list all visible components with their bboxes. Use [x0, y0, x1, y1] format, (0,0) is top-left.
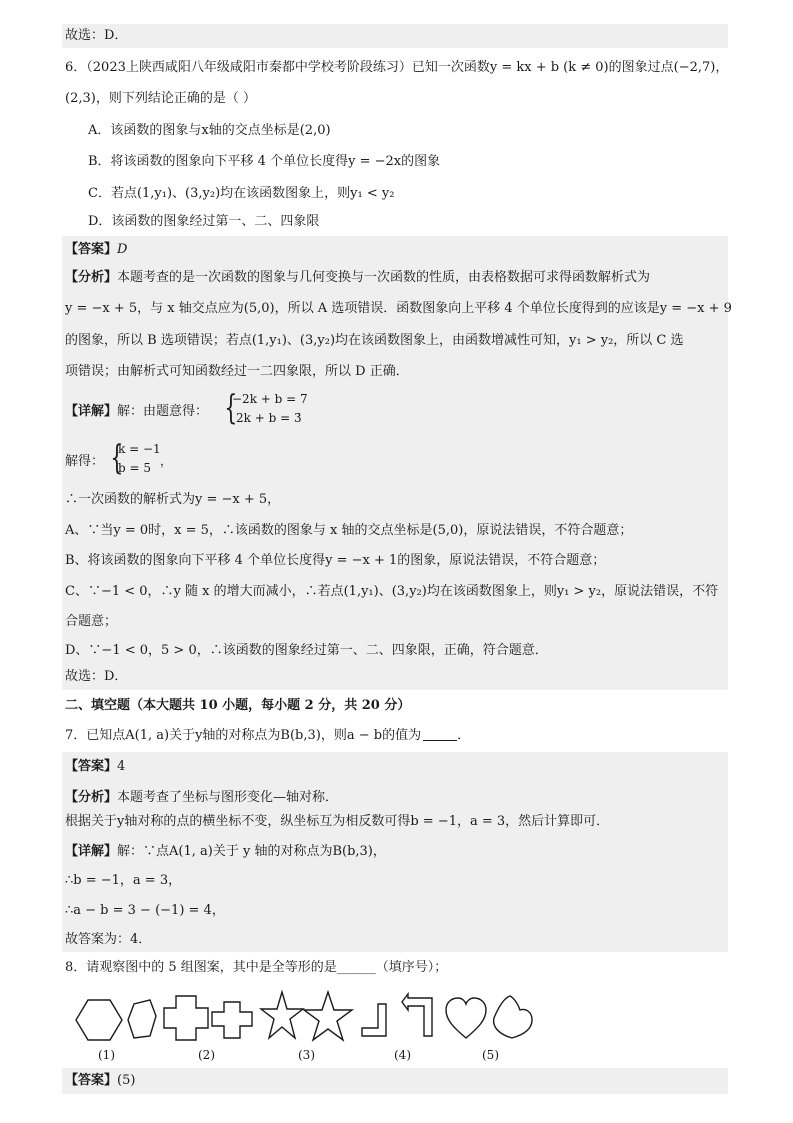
- analysis-line-3: 的图象，所以 B 选项错误；若点(1,y₁)、(3,y₂)均在该函数图象上，由函数增减性可知，y₁ > y₂，所以 C 选: [65, 333, 684, 348]
- analysis-line-q7-1: [65, 788, 338, 808]
- heart-shape: [494, 996, 532, 1038]
- question-6-line-1: 6．（2023上陕西咸阳八年级咸阳市秦都中学校考阶段练习）已知一次函数y = kx + b (k ≠ 0)的图象过点(−2,7)，: [65, 60, 729, 75]
- figure-caption: (4): [394, 1048, 411, 1062]
- option-d: D．该函数的图象经过第一、二、四象限: [88, 214, 320, 229]
- analysis-text: 本题考查的是一次函数的图象与几何变换与一次函数的性质，由表格数据可求得函数解析式为: [117, 270, 651, 285]
- detail-tag: 【详解】: [65, 404, 118, 419]
- detail-line-6: C、∵−1 < 0，∴y 随 x 的增大而减小，∴若点(1,y₁)、(3,y₂)均在该函数图象上，则y₁ > y₂，原说法错误，不符: [65, 584, 719, 599]
- solution-shade-q8: [62, 1068, 728, 1094]
- figure-caption: (3): [298, 1048, 315, 1062]
- question-7-text: 7．已知点A(1, a)关于y轴的对称点为B(b,3)，则a − b的值为: [65, 728, 422, 743]
- answer-line-q6: [65, 240, 127, 260]
- analysis-line-q7-2: 根据关于y轴对称的点的横坐标不变，纵坐标互为相反数可得b = −1，a = 3，然后计算即可．: [65, 814, 610, 829]
- question-7: [65, 726, 470, 746]
- question-6-line-2: (2,3)，则下列结论正确的是（ ）: [65, 91, 256, 106]
- solve-label: 解得：: [65, 454, 105, 469]
- detail-line-3: ∴一次函数的解析式为y = −x + 5，: [65, 492, 281, 507]
- option-c: C．若点(1,y₁)、(3,y₂)均在该函数图象上，则y₁ < y₂: [88, 186, 395, 201]
- question-7-end: ．: [457, 728, 471, 743]
- solution-brace: {: [110, 438, 124, 478]
- cross-shape: [212, 1002, 252, 1038]
- answer-tag: 【答案】: [65, 759, 118, 774]
- solution-row: k = −1: [118, 442, 161, 456]
- analysis-tag: 【分析】: [65, 790, 118, 805]
- equation-end: ，: [297, 403, 310, 417]
- detail-line-q7-3: ∴a − b = 3 − (−1) = 4，: [65, 903, 225, 918]
- answer-value: (5): [117, 1073, 136, 1088]
- answer-blank: [423, 726, 457, 741]
- analysis-line-1: [65, 268, 650, 288]
- detail-line-1: [65, 402, 208, 422]
- equation-row: −2k + b = 7: [232, 392, 308, 406]
- detail-tag: 【详解】: [65, 844, 118, 859]
- answer-tag: 【答案】: [65, 1073, 118, 1088]
- answer-line-q8: [65, 1071, 135, 1091]
- text-line: 故选：D．: [65, 28, 128, 43]
- cross-shape: [164, 996, 208, 1040]
- star-shape: [304, 992, 352, 1040]
- detail-text: 解：由题意得：: [117, 404, 209, 419]
- shapes-svg: [62, 988, 542, 1044]
- question-8: 8．请观察图中的 5 组图案，其中是全等形的是______（填序号）；: [65, 960, 448, 975]
- analysis-line-4: 项错误；由解析式可知函数经过一二四象限，所以 D 正确．: [65, 364, 409, 379]
- equation-brace: {: [224, 388, 238, 428]
- option-a: A．该函数的图象与x轴的交点坐标是(2,0): [88, 123, 331, 138]
- detail-text: 解：∵点A(1, a)关于 y 轴的对称点为B(b,3)，: [117, 844, 386, 859]
- answer-tag: 【答案】: [65, 242, 118, 257]
- analysis-line-2: y = −x + 5，与 x 轴交点应为(5,0)，所以 A 选项错误．函数图象向上平移 4 个单位长度得到的应该是y = −x + 9: [65, 301, 732, 316]
- option-b: B．将该函数的图象向下平移 4 个单位长度得y = −2x的图象: [88, 154, 441, 169]
- detail-line-4: A、∵当y = 0时，x = 5，∴该函数的图象与 x 轴的交点坐标是(5,0)，原说法错误，不符合题意；: [65, 523, 633, 538]
- solution-shade-top: [62, 24, 728, 48]
- solution-end: ，: [160, 454, 173, 468]
- angle-shape: [362, 1004, 386, 1036]
- figure-caption: (2): [198, 1048, 215, 1062]
- star-shape: [261, 992, 303, 1038]
- detail-line-q7-2: ∴b = −1，a = 3，: [65, 873, 182, 888]
- section-heading: 二、填空题（本大题共 10 小题，每小题 2 分，共 20 分）: [65, 698, 411, 713]
- hexagon-shape: [128, 1000, 156, 1038]
- hexagon-shape: [76, 1000, 122, 1040]
- answer-value: 4: [117, 759, 126, 774]
- analysis-text: 本题考查了坐标与图形变化—轴对称．: [117, 790, 339, 805]
- answer-value: D: [117, 242, 128, 257]
- detail-line-5: B、将该函数的图象向下平移 4 个单位长度得y = −x + 1的图象，原说法错误，不符合题意；: [65, 553, 606, 568]
- detail-line-q7-1: [65, 842, 386, 862]
- solution-row: b = 5: [118, 461, 151, 475]
- analysis-tag: 【分析】: [65, 270, 118, 285]
- detail-line-8: D、∵−1 < 0，5 > 0，∴该函数的图象经过第一、二、四象限，正确，符合题意．: [65, 643, 548, 658]
- angle-shape: [402, 994, 432, 1036]
- shapes-figure: [62, 988, 542, 1048]
- figure-caption: (1): [98, 1048, 115, 1062]
- answer-line-q7: [65, 757, 125, 777]
- heart-shape: [446, 998, 486, 1038]
- detail-line-q7-4: 故答案为：4．: [65, 932, 152, 947]
- detail-line-9: 故选：D．: [65, 669, 128, 684]
- detail-line-7: 合题意；: [65, 614, 118, 629]
- figure-caption: (5): [482, 1048, 499, 1062]
- equation-row: 2k + b = 3: [236, 411, 302, 425]
